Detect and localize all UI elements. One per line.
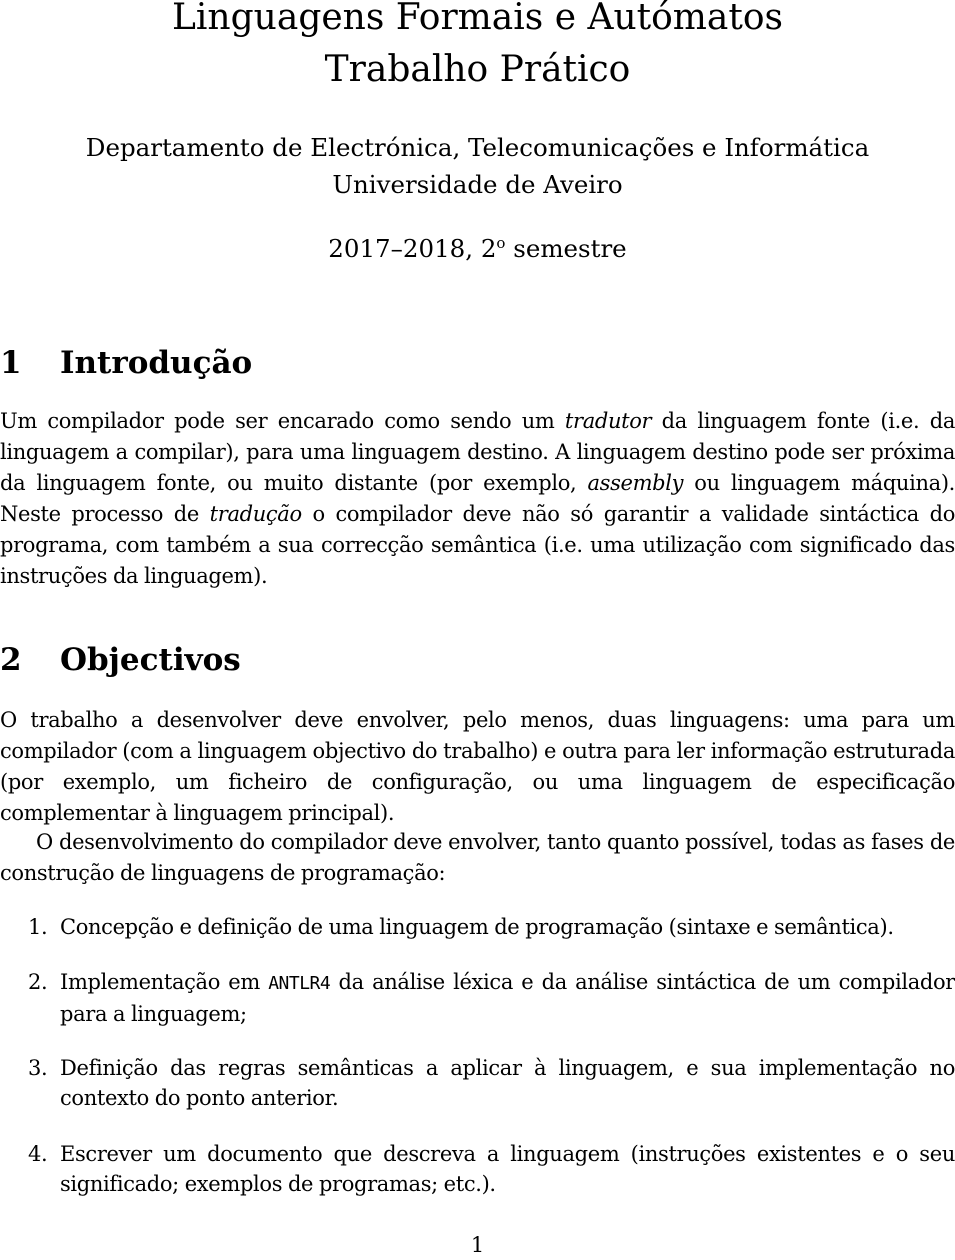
document-subtitle: Trabalho Prático [324, 49, 631, 90]
list-item-text-before: Implementação em [60, 970, 269, 994]
section-title: Objectivos [60, 642, 241, 678]
intro-emphasis-assembly: assembly [587, 471, 684, 495]
section-heading-objectivos [0, 640, 241, 680]
list-item-number: 4. [28, 1142, 48, 1166]
department-name: Departamento de Electrónica, Telecomunicações e Informática [85, 133, 870, 162]
academic-year: 2017–2018, 2 [328, 234, 497, 264]
document-title: Linguagens Formais e Autómatos [172, 0, 783, 38]
university-name: Universidade de Aveiro [332, 170, 623, 199]
academic-period [0, 225, 955, 267]
section-heading-introducao [0, 343, 252, 383]
list-item-number: 2. [28, 970, 48, 994]
list-item-text: Escrever um documento que descreva a linguagem (instruções existentes e o seu significado; exemplos de programas; etc.). [60, 1142, 955, 1196]
semester-label: semestre [505, 234, 627, 264]
intro-paragraph [0, 406, 955, 592]
intro-text-2: da linguagem fonte (i.e. da linguagem a compilar), para uma linguagem destino. A linguagem destino pode ser próxima da linguagem fonte, ou muito distante (por exemplo, [0, 409, 955, 495]
section-number: 1 [0, 345, 22, 381]
section-number: 2 [0, 642, 22, 678]
intro-text-4: o compilador deve não só garantir a validade sintáctica do programa, com também a sua correcção semântica (i.e. uma utilização com significado das instruções da linguagem). [0, 502, 955, 588]
objectives-paragraph-2: O desenvolvimento do compilador deve envolver, tanto quanto possível, todas as fases de construção de linguagens de programação: [0, 830, 955, 885]
list-item-text [60, 967, 955, 1029]
list-item-number: 3. [28, 1056, 48, 1080]
code-antlr4: ANTLR4 [268, 973, 331, 994]
ordinal-marker: o [496, 234, 506, 252]
list-item-text: Concepção e definição de uma linguagem de programação (sintaxe e semântica). [60, 915, 894, 939]
intro-emphasis-traducao: tradução [209, 502, 302, 526]
page-number: 1 [470, 1233, 485, 1257]
list-item-text: Definição das regras semânticas a aplicar à linguagem, e sua implementação no contexto do ponto anterior. [60, 1056, 955, 1110]
objectives-paragraph-1: O trabalho a desenvolver deve envolver, pelo menos, duas linguagens: uma para um compilador (com a linguagem objectivo do trabalho) e outra para ler informação estruturada (por exemplo, um ficheiro de configuração, ou uma linguagem de especificação complementar à linguagem principal). [0, 708, 955, 825]
section-title: Introdução [60, 345, 253, 381]
intro-text-3: ou linguagem máquina). Neste processo de [0, 471, 955, 526]
intro-text-1: Um compilador pode ser encarado como sendo um [0, 409, 565, 433]
list-item-text-after: da análise léxica e da análise sintáctica de um compilador para a linguagem; [60, 970, 955, 1026]
intro-emphasis-tradutor: tradutor [564, 409, 652, 433]
list-item-number: 1. [28, 915, 48, 939]
